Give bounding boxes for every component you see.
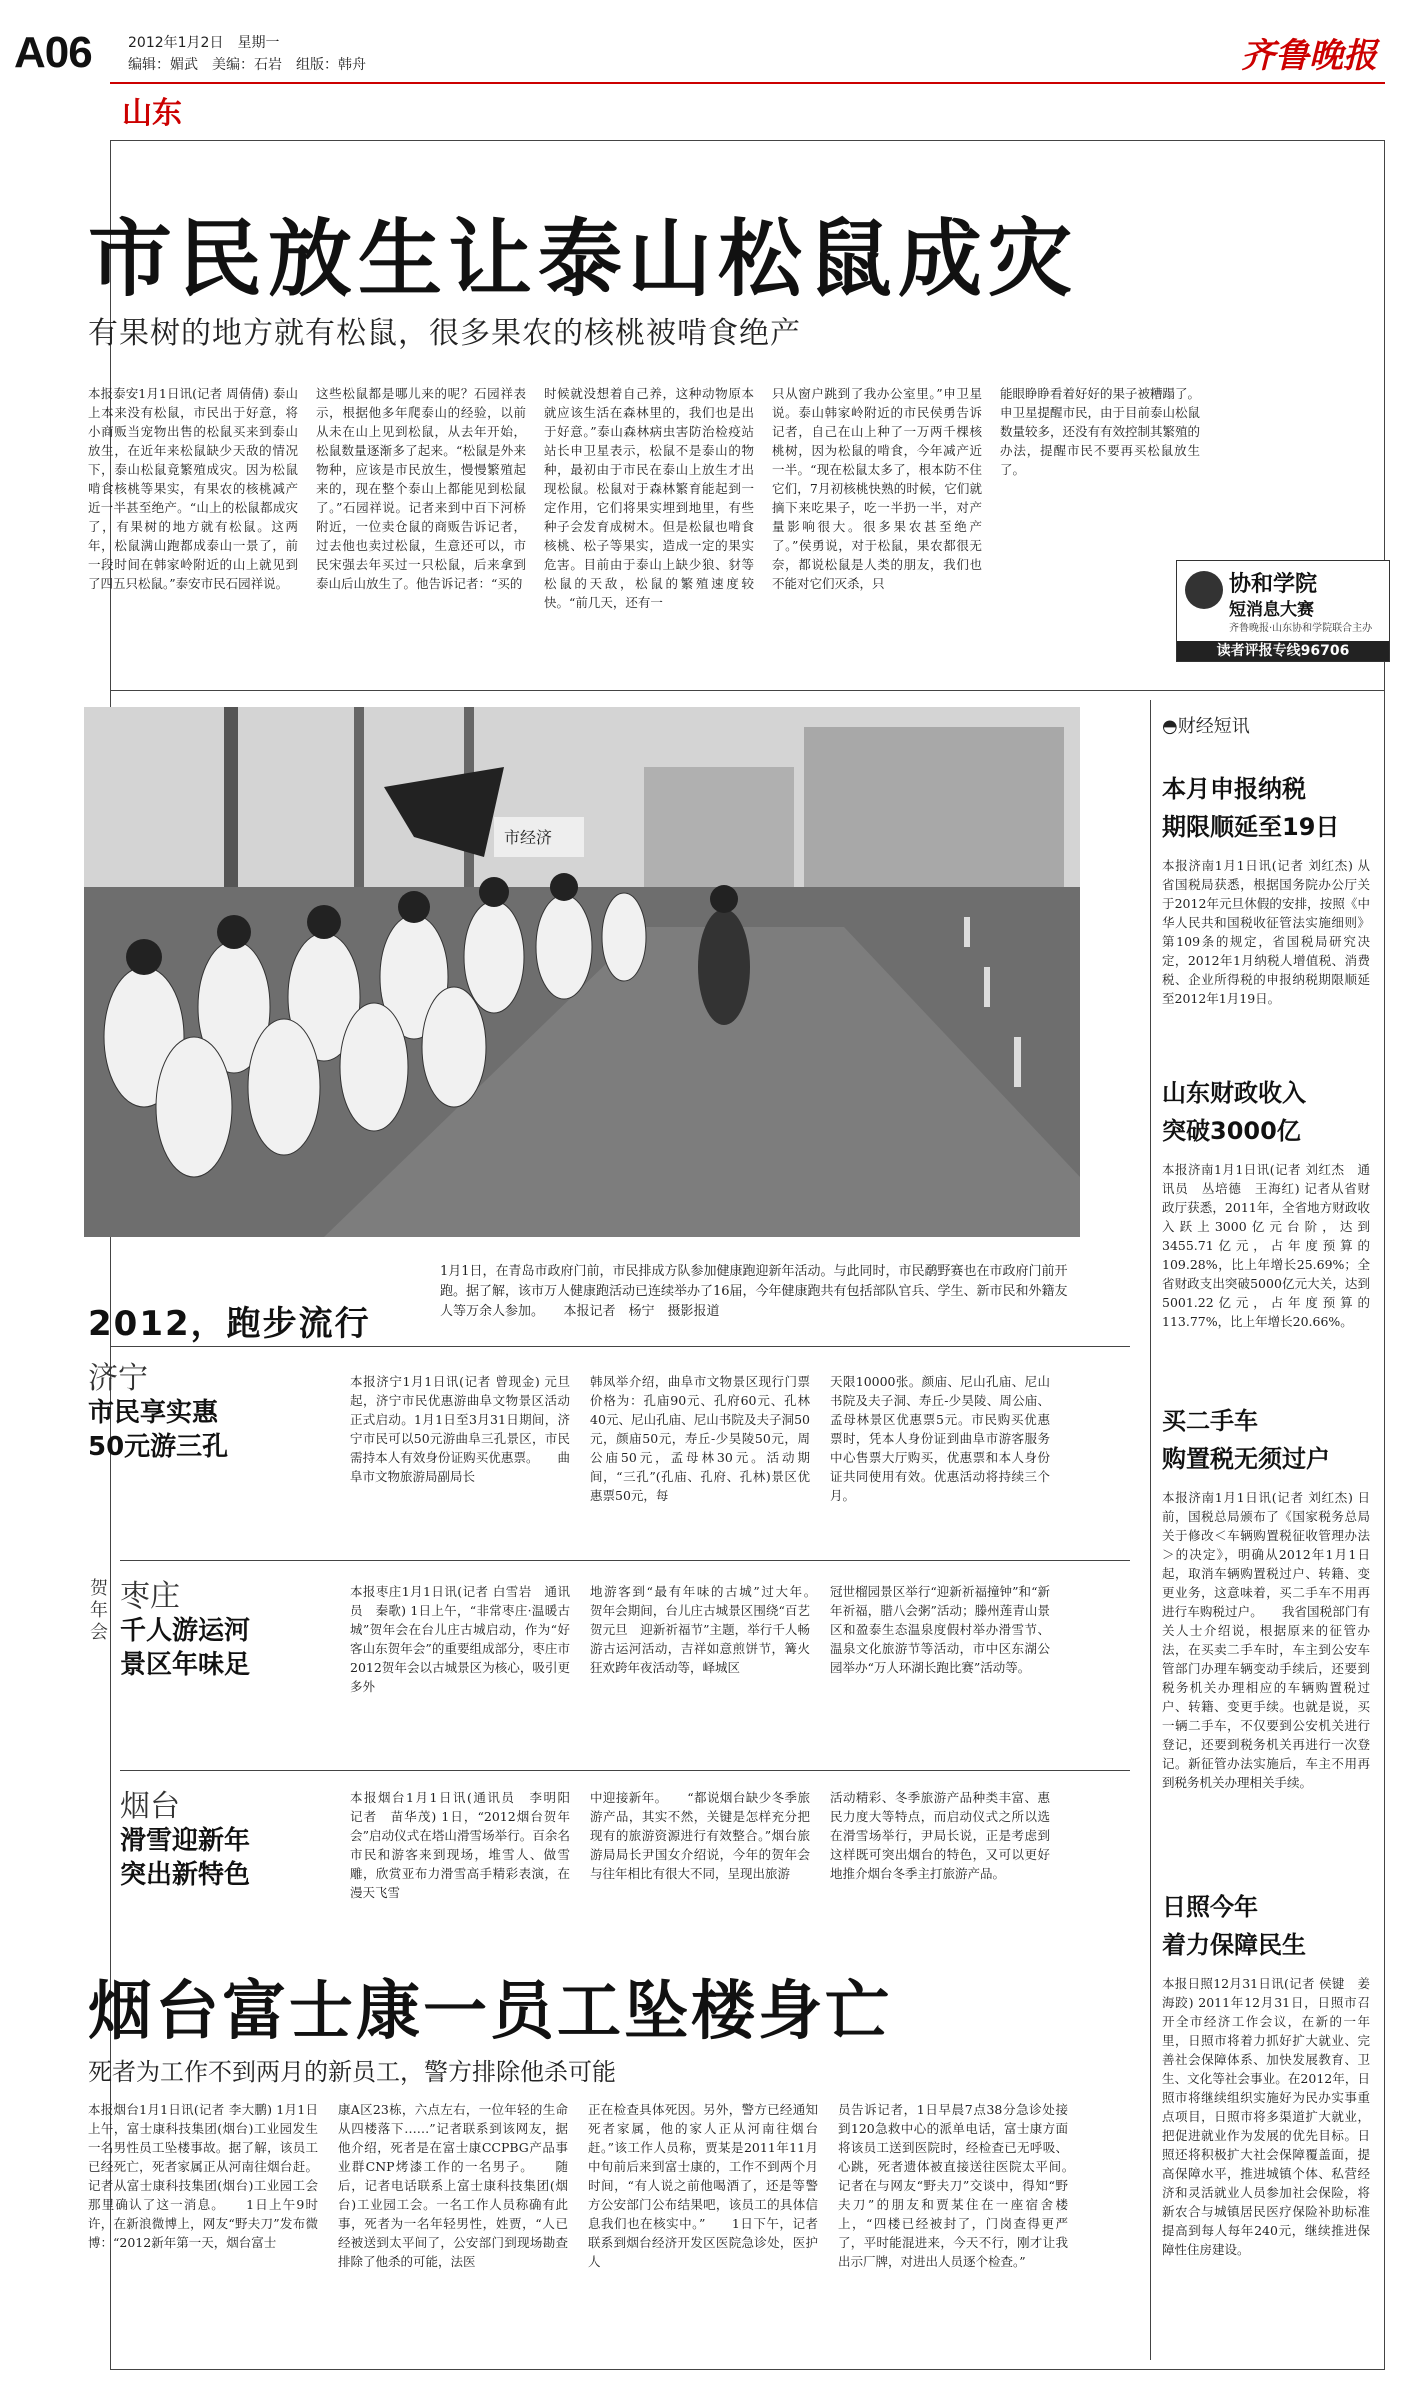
brief-title-line1: 千人游运河 (120, 1616, 251, 1646)
section-label: 山东 (122, 96, 182, 131)
brief-title-line1: 滑雪迎新年 (120, 1826, 251, 1856)
brief-yantai-heading (120, 1790, 250, 1892)
divider (110, 690, 1385, 691)
brief-jining-heading (88, 1362, 228, 1464)
issue-meta (128, 32, 366, 76)
sidebar-item-4-body: 本报日照12月31日讯(记者 侯键 姜海跤) 2011年12月31日，日照市召开全市经济工作会议，在新的一年里，日照市将着力抓好扩大就业、完善社会保障体系、加快发展教育、卫生、文化等社会事业。在2012年，日照市将继续组织实施好为民办实事重点项目，日照市将多渠道扩大就业，把促进就业作为发展的优先目标。日照还将积极扩大社会保障覆盖面，提高保障水平，推进城镇个体、私营经济和灵活就业人员参加社会保险，将新农合与城镇居民医疗保险补助标准提高到每人每年240元，继续推进保障性住房建设。 (1162, 1976, 1370, 2257)
editors-line: 编辑：媚武 美编：石岩 组版：韩舟 (128, 57, 366, 73)
story1-subhead: 有果树的地方就有松鼠，很多果农的核桃被啃食绝产 (88, 316, 801, 351)
story2-column-3: 正在检查具体死因。另外，警方已经通知死者家属，他的家人正从河南往烟台赶。”该工作人员称，贾某是2011年11月中旬前后来到富士康的，工作不到两个月时间，“有人说之前他喝酒了，还是等警方公安部门公布结果吧，该员工的具体信息我们也在核实中。” 1日下午，记者联系到烟台经济开发区医院急诊处，医护人 (588, 2102, 818, 2269)
story1-column-5: 能眼睁睁看着好好的果子被糟蹋了。申卫星提醒市民，由于目前泰山松鼠数量较多，还没有有效控制其繁殖的办法，提醒市民不要再买松鼠放生了。 (1000, 386, 1201, 477)
story1-headline: 市民放生让泰山松鼠成灾 (88, 209, 1079, 308)
brief-jining-col-1: 本报济宁1月1日讯(记者 曾现金) 元旦起，济宁市民优惠游曲阜文物景区活动正式启动。1月1日至3月31日期间，济宁市民可以50元游曲阜三孔景区，市民需持本人有效身份证购买优惠票。 曲阜市文物旅游局副局长 (350, 1374, 570, 1484)
divider (110, 1346, 1130, 1347)
photo-caption: 1月1日，在青岛市政府门前，市民排成方队参加健康跑迎新年活动。与此同时，市民鹬野赛也在市政府门前开跑。据了解，该市万人健康跑活动已连续举办了16届，今年健康跑共有包括部队官兵、学生、新市民和外籍友人等万余人参加。 本报记者 杨宁 摄影报道 (440, 1264, 1068, 1319)
sidebar-item-3-heading: 买二手车 购置税无须过户 (1162, 1407, 1330, 1473)
brief-title-line2: 景区年味足 (120, 1650, 251, 1680)
story2-column-2: 康A区23栋，六点左右，一位年轻的生命从四楼落下……”记者联系到该网友，据他介绍，死者是在富士康CCPBG产品事业群CNP烤漆工作的一名男子。 随后，记者电话联系上富士康科技集团(烟台)工业园工会。一名工作人员称确有此事，死者为一名年轻男性，姓贾，“人已经被送到太平间了，公安部门到现场勘查排除了他杀的可能，法医 (338, 2102, 568, 2269)
sidebar-item-2-heading: 山东财政收入 突破3000亿 (1162, 1079, 1306, 1145)
photo-caption-title: 2012，跑步流行 (88, 1304, 371, 1344)
bullet-icon: ◓ (1162, 716, 1178, 737)
issue-date: 2012年1月2日 星期一 (128, 35, 280, 51)
divider (120, 1560, 1130, 1561)
ad-banner[interactable] (1176, 560, 1390, 662)
brief-yantai-col-3: 活动精彩、冬季旅游产品种类丰富、惠民力度大等特点，而启动仪式之所以选在滑雪场举行，尹局长说，正是考虑到这样既可突出烟台的特色，又可以更好地推介烟台冬季主打旅游产品。 (830, 1790, 1050, 1881)
brief-title-line2: 50元游三孔 (88, 1432, 229, 1462)
sidebar-item-1-heading: 本月申报纳税 期限顺延至19日 (1162, 775, 1340, 841)
ad-organizer: 齐鲁晚报·山东协和学院联合主办 (1229, 623, 1373, 634)
story1-column-1: 本报泰安1月1日讯(记者 周倩倩) 泰山上本来没有松鼠，市民出于好意，将小商贩当宠物出售的松鼠买来到泰山放生，在近年来松鼠缺少天敌的情况下，泰山松鼠竟繁殖成灾。因为松鼠啃食核桃等果实，有果农的核桃减产近一半甚至绝产。“山上的松鼠都成灾了，有果树的地方就有松鼠。这两年，松鼠满山跑都成泰山一景了，前一段时间在韩家岭附近的山上就见到了四五只松鼠。”泰安市民石园祥说。 (88, 386, 298, 591)
college-logo-icon (1185, 571, 1223, 609)
brief-city: 烟台 (120, 1789, 180, 1824)
brief-jining-col-2: 韩凤举介绍，曲阜市文物景区现行门票价格为：孔庙90元、孔府60元、孔林40元、尼山孔庙、尼山书院及夫子洞50元，颜庙50元，寿丘-少昊陵50元，周公庙50元，孟母林30元。活动期间，“三孔”(孔庙、孔府、孔林)景区优惠票50元，每 (590, 1374, 810, 1503)
story1-column-4: 只从窗户跳到了我办公室里。”申卫星说。泰山韩家岭附近的市民侯勇告诉记者，自己在山上种了一万两千棵核桃树，因为松鼠的啃食，今年减产近一半。“现在松鼠太多了，根本防不住它们，7月初核桃快熟的时候，它们就摘下来吃果子，吃一半扔一半，对产量影响很大。很多果农甚至绝产了。”侯勇说，对于松鼠，果农都很无奈，都说松鼠是人类的朋友，我们也不能对它们灭杀，只 (772, 386, 982, 591)
brief-title-line2: 突出新特色 (120, 1860, 251, 1890)
sidebar-item-4-heading: 日照今年 着力保障民生 (1162, 1893, 1306, 1959)
brief-jining-col-3: 天限10000张。颜庙、尼山孔庙、尼山书院及夫子洞、寿丘-少昊陵、周公庙、孟母林景区优惠票5元。市民购买优惠票时，凭本人身份证到曲阜市游客服务中心售票大厅购买，优惠票和本人身份证共同使用有效。优惠活动将持续三个月。 (830, 1374, 1050, 1503)
ad-title: 协和学院 (1229, 572, 1318, 597)
story2-headline: 烟台富士康一员工坠楼身亡 (88, 1974, 892, 2049)
sidebar-item-3-body: 本报济南1月1日讯(记者 刘红杰) 日前，国税总局颁布了《国家税务总局关于修改＜车辆购置税征收管理办法＞的决定》，明确从2012年1月1日起，取消车辆购置税过户、转籍、变更业务，这意味着，买二手车不用再进行车购税过户。 我省国税部门有关人士介绍说，根据原来的征管办法，在买卖二手车时，车主到公安车管部门办理车辆变动手续后，还要到税务机关办理相应的车辆购置税过户、转籍、变更手续。也就是说，买一辆二手车，不仅要到公安机关进行登记，还要到税务机关再进行一次登记。新征管办法实施后，车主不用再到税务机关办理相关手续。 (1162, 1490, 1370, 1790)
sidebar-divider (1150, 700, 1151, 2360)
page-number: A06 (14, 28, 92, 77)
news-photo (84, 707, 1080, 1237)
brief-city: 济宁 (88, 1361, 148, 1396)
sidebar-item-1-body: 本报济南1月1日讯(记者 刘红杰) 从省国税局获悉，根据国务院办公厅关于2012年元旦休假的安排，按照《中华人民共和国税收征管法实施细则》第109条的规定，省国税局研究决定，2012年1月纳税人增值税、消费税、企业所得税的申报纳税期限顺延至2012年1月19日。 (1162, 858, 1370, 1006)
story2-column-4: 员告诉记者，1日早晨7点38分急诊处接到120急救中心的派单电话，富士康方面将该员工送到医院时，经检查已无呼吸、心跳，死者遗体被直接送往医院太平间。 记者在与网友“野夫刀”交谈中，得知“野夫刀”的朋友和贾某住在一座宿舍楼上，“四楼已经被封了，门岗查得更严了，平时能混进来，今天不行，刚才让我出示厂牌，对进出人员逐个检查。” (838, 2102, 1094, 2269)
brief-city: 枣庄 (120, 1579, 180, 1614)
newspaper-logo: 齐鲁晚报 (1241, 36, 1377, 76)
ad-hotline: 读者评报专线96706 (1177, 641, 1389, 661)
story2-subhead: 死者为工作不到两月的新员工，警方排除他杀可能 (88, 2058, 616, 2086)
he-nian-hui-label: 贺年会 (90, 1578, 108, 1643)
brief-zaozhuang-col-2: 地游客到“最有年味的古城”过大年。 贺年会期间，台儿庄古城景区围绕“百艺贺元旦 迎新祈福节”主题，举行千人畅游古运河活动，吉祥如意煎饼节，篝火狂欢跨年夜活动等，峄城区 (590, 1584, 836, 1675)
brief-yantai-col-1: 本报烟台1月1日讯(通讯员 李明阳 记者 苗华茂) 1日，“2012烟台贺年会”启动仪式在塔山滑雪场举行。百余名市民和游客来到现场，堆雪人、做雪雕，欣赏亚布力滑雪高手精彩表演，在漫天飞雪 (350, 1790, 583, 1900)
runners-photo-illustration (84, 707, 1080, 1237)
divider (120, 1770, 1130, 1771)
brief-yantai-col-2: 中迎接新年。 “都说烟台缺少冬季旅游产品，其实不然，关键是怎样充分把现有的旅游资源进行有效整合。”烟台旅游局局长尹国女介绍说，今年的贺年会与往年相比有很大不同，呈现出旅游 (590, 1790, 810, 1881)
ad-subtitle: 短消息大赛 (1229, 600, 1314, 620)
brief-zaozhuang-col-3: 冠世榴园景区举行“迎新祈福撞钟”和“新年祈福，腊八会粥”活动；滕州莲青山景区和盈泰生态温泉度假村举办滑雪节、温泉文化旅游节等活动，市中区东湖公园举办“万人环湖长跑比赛”活动等。 (830, 1584, 1050, 1675)
sidebar-label: ◓财经短讯 (1162, 716, 1250, 737)
story2-column-1: 本报烟台1月1日讯(记者 李大鹏) 1月1日上午，富士康科技集团(烟台)工业园发生一名男性员工坠楼事故。据了解，该员工已经死亡，死者家属正从河南往烟台赶。记者从富士康科技集团(烟台)工业园工会那里确认了这一消息。 1日上午9时许，在新浪微博上，网友“野夫刀”发布微博：“2012新年第一天，烟台富士 (88, 2102, 318, 2250)
brief-zaozhuang-heading (120, 1580, 250, 1682)
story1-column-3: 时候就没想着自己养，这种动物原本就应该生活在森林里的，我们也是出于好意。”泰山森林病虫害防治检疫站站长申卫星表示，松鼠不是泰山的物种，最初由于市民在泰山上放生才出现松鼠。松鼠对于森林繁育能起到一定作用，它们将果实埋到地里，有些种子会发育成树木。但是松鼠也啃食核桃、松子等果实，造成一定的果实危害。目前由于泰山上缺少狼、豺等松鼠的天敌，松鼠的繁殖速度较快。“前几天，还有一 (544, 386, 754, 610)
photo-sign: 市经济 (504, 828, 553, 847)
header-rule (110, 82, 1385, 84)
brief-title-line1: 市民享实惠 (88, 1398, 219, 1428)
sidebar-item-2-body: 本报济南1月1日讯(记者 刘红杰 通讯员 丛培德 王海红) 记者从省财政厅获悉，2011年，全省地方财政收入跃上3000亿元台阶，达到3455.71亿元，占年度预算的109.28%，比上年增长25.69%；全省财政支出突破5000亿元大关，达到5001.22亿元，占年度预算的113.77%，比上年增长20.66%。 (1162, 1162, 1370, 1329)
story1-column-2: 这些松鼠都是哪儿来的呢？石园祥表示，根据他多年爬泰山的经验，以前从未在山上见到松鼠，从去年开始，松鼠数量逐渐多了起来。“松鼠是外来物种，应该是市民放生，慢慢繁殖起来的，现在整个泰山上都能见到松鼠了。”石园祥说。记者来到中百下河桥附近，一位卖仓鼠的商贩告诉记者，过去他也卖过松鼠，生意还可以，市民宋强去年买过一只松鼠，后来拿到泰山后山放生了。他告诉记者：“买的 (316, 386, 526, 591)
brief-zaozhuang-col-1: 本报枣庄1月1日讯(记者 白雪岩 通讯员 秦歌) 1日上午，“非常枣庄·温暖古城”贺年会在台儿庄古城启动，作为“好客山东贺年会”的重要组成部分，枣庄市2012贺年会以古城景区为核心，吸引更多外 (350, 1584, 570, 1694)
